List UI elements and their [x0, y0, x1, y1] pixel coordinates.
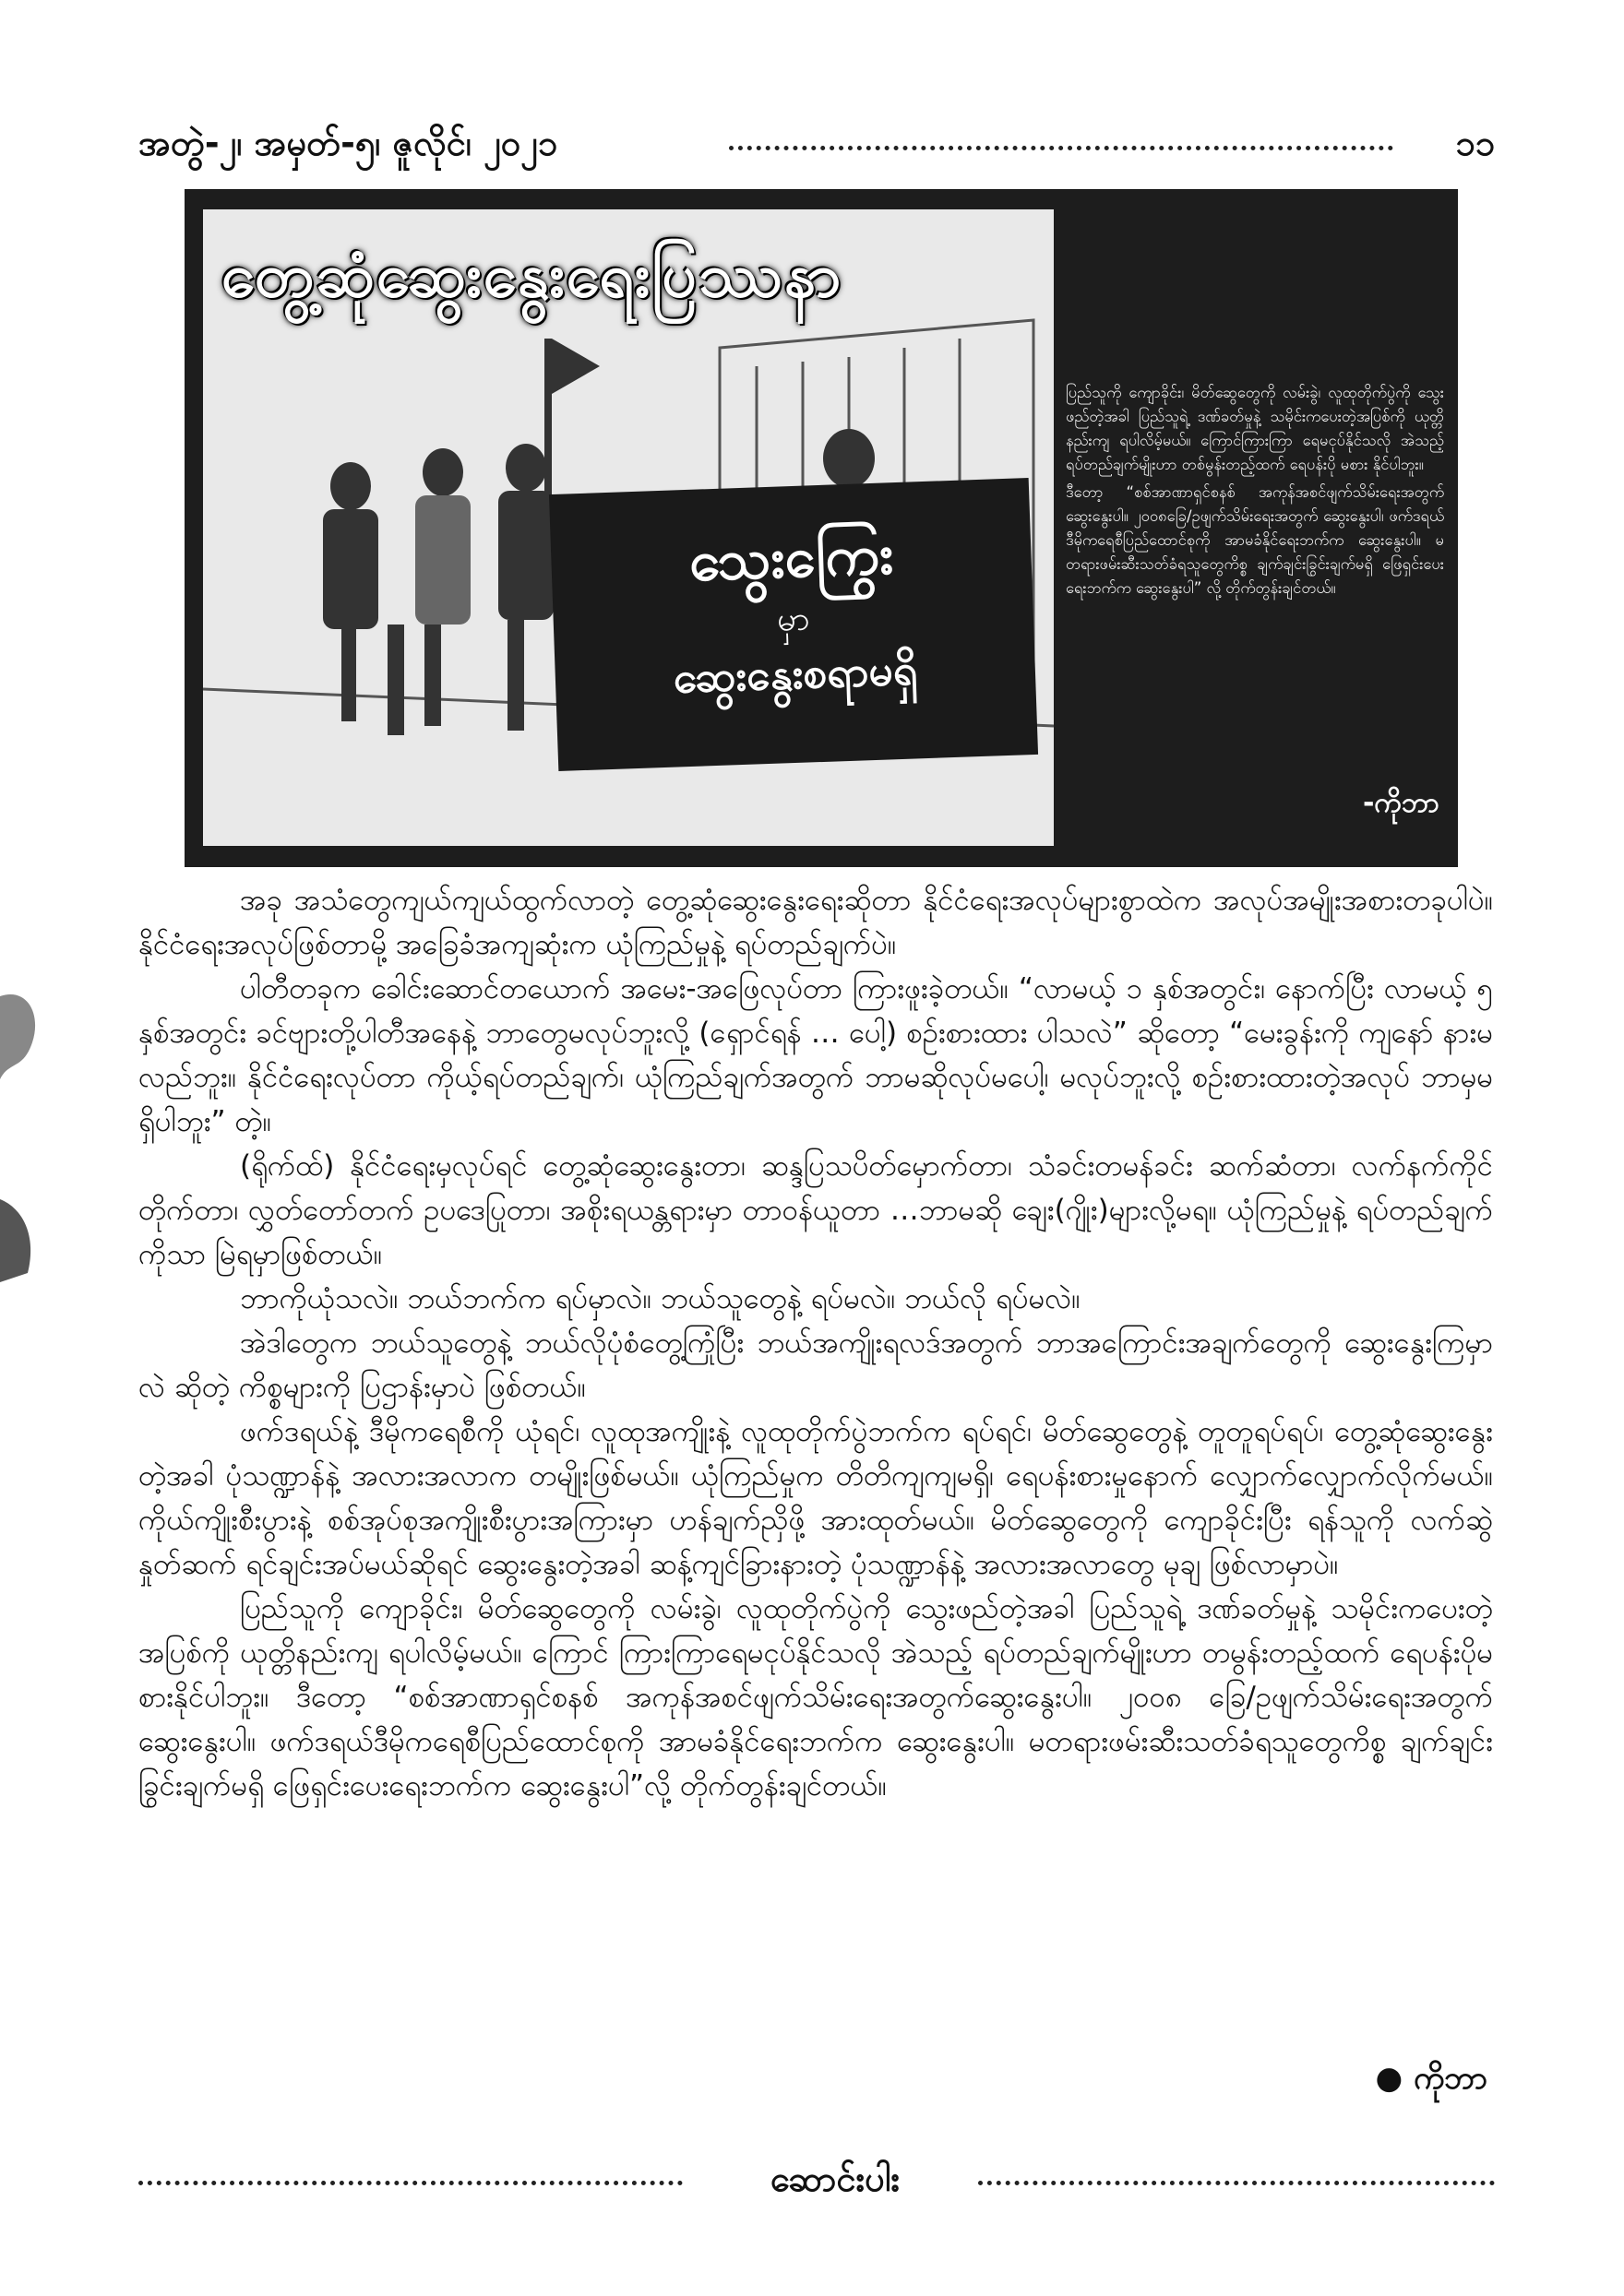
page-footer	[138, 2151, 1495, 2207]
banner-text-line: သွေးကြွေး	[687, 522, 895, 594]
banner-text-line: မှာ	[776, 600, 811, 639]
sidebar-paragraph: ဒီတော့ “စစ်အာဏာရှင်စနစ် အကုန်အစင်ဖျက်သိမ်းရေးအတွက် ဆွေးနွေးပါ။ ၂၀၀၈ခြေ/ဥဖျက်သိမ်းရေးအတွက် ဆွေးနွေးပါ၊ ဖက်ဒရယ်ဒီမိုကရေစီပြည်ထောင်စုကို အာမခံနိုင်ရေးဘက်က ဆွေးနွေးပါ။ မတရားဖမ်းဆီးသတ်ခံရသူတွေကိစ္စ ချက်ချင်းခြွင်းချက်မရှိ ဖြေရှင်းပေးရေးဘက်က ဆွေးနွေးပါ” လို့ တိုက်တွန်းချင်တယ်။	[1066, 483, 1444, 597]
sidebar-author: -ကိုဘာ	[1362, 787, 1439, 819]
photo-headline: တွေ့ဆုံဆွေးနွေးရေးပြဿနာ	[221, 240, 843, 311]
banner-text-line: ဆွေးနွေးစရာမရှိ	[672, 644, 918, 703]
body-paragraph: ပါတီတခုက ခေါင်းဆောင်တယောက် အမေး-အဖြေလုပ်တာ ကြားဖူးခဲ့တယ်။ “လာမယ့် ၁ နှစ်အတွင်း၊ နောက်ပြီး လာမယ့် ၅ နှစ်အတွင်း ခင်ဗျားတို့ပါတီအနေနဲ့ ဘာတွေမလုပ်ဘူးလို့ (ရှောင်ရန် … ပေါ့) စဉ်းစားထား ပါသလဲ” ဆိုတော့ “မေးခွန်းကို ကျနော် နားမလည်ဘူး။ နိုင်ငံရေးလုပ်တာ ကိုယ့်ရပ်တည်ချက်၊ ယုံကြည်ချက်အတွက် ဘာမဆိုလုပ်မပေါ့၊ မလုပ်ဘူးလို့ စဉ်းစားထားတဲ့အလုပ် ဘာမှမရှိပါဘူး” တဲ့။	[138, 972, 1493, 1138]
sidebar-paragraph: ပြည်သူကို ကျောခိုင်း၊ မိတ်ဆွေတွေကို လမ်းခွဲ၊ လူထုတိုက်ပွဲကို သွေးဖည်တဲ့အခါ ပြည်သူရဲ့ ဒဏ်ခတ်မှုနဲ့ သမိုင်းကပေးတဲ့အပြစ်ကို ယုတ္တိနည်းကျ ရပါလိမ့်မယ်။ ကြောင်ကြားကြာ ရေမငုပ်နိုင်သလို အဲသည့် ရပ်တည်ချက်မျိုးဟာ တစ်မွန်းတည့်ထက် ရေပန်းပို မစား နိုင်ပါဘူး။	[1066, 384, 1444, 473]
header-dotted-rule	[729, 146, 1393, 150]
body-paragraph: ဖက်ဒရယ်နဲ့ ဒီမိုကရေစီကို ယုံရင်၊ လူထုအကျိုးနဲ့ လူထုတိုက်ပွဲဘက်က ရပ်ရင်၊ မိတ်ဆွေတွေနဲ့ တူတူရပ်ရပ်၊ တွေ့ဆုံဆွေးနွေးတဲ့အခါ ပုံသဏ္ဍာန်နဲ့ အလားအလာက တမျိုးဖြစ်မယ်။ ယုံကြည်မှုက တိတိကျကျမရှိ၊ ရေပန်းစားမှုနောက် လျှောက်လျှောက်လိုက်မယ်။ ကိုယ်ကျိုးစီးပွားနဲ့ စစ်အုပ်စုအကျိုးစီးပွားအကြားမှာ ဟန်ချက်ညှိဖို့ အားထုတ်မယ်။ မိတ်ဆွေတွေကို ကျောခိုင်းပြီး ရန်သူကို လက်ဆွဲနှုတ်ဆက် ရင်ချင်းအပ်မယ်ဆိုရင် ဆွေးနွေးတဲ့အခါ ဆန့်ကျင်ခြားနားတဲ့ ပုံသဏ္ဍာန်နဲ့ အလားအလာတွေ မုချ ဖြစ်လာမှာပဲ။	[138, 1415, 1493, 1581]
article-banner	[185, 189, 1458, 867]
bleed-through-mark	[0, 978, 46, 1319]
footer-dotted-rule-left	[138, 2181, 683, 2185]
article-body	[138, 878, 1493, 1808]
body-paragraph: ဘာကိုယုံသလဲ။ ဘယ်ဘက်က ရပ်မှာလဲ။ ဘယ်သူတွေနဲ့ ရပ်မလဲ။ ဘယ်လို ရပ်မလဲ။	[240, 1282, 1081, 1315]
issue-info: အတွဲ-၂၊ အမှတ်-၅၊ ဇူလိုင်၊ ၂၀၂၁	[138, 123, 558, 163]
protest-banner-sign	[549, 478, 1038, 771]
article-author: ● ကိုဘာ	[1375, 2060, 1487, 2097]
section-label: ဆောင်းပါး	[770, 2159, 901, 2199]
footer-dotted-rule-right	[978, 2181, 1495, 2185]
protest-photo	[203, 209, 1054, 846]
page-number: ၁၁	[1455, 123, 1495, 163]
page-header	[138, 120, 1495, 166]
body-paragraph: အဲဒါတွေက ဘယ်သူတွေနဲ့ ဘယ်လိုပုံစံတွေ့ကြုံပြီး ဘယ်အကျိုးရလဒ်အတွက် ဘာအကြောင်းအချက်တွေကို ဆွေးနွေးကြမှာလဲ ဆိုတဲ့ ကိစ္စများကို ပြဌာန်းမှာပဲ ဖြစ်တယ်။	[138, 1326, 1493, 1404]
pull-quote-sidebar	[1066, 381, 1444, 604]
body-paragraph: အခု အသံတွေကျယ်ကျယ်ထွက်လာတဲ့ တွေ့ဆုံဆွေးနွေးရေးဆိုတာ နိုင်ငံရေးအလုပ်များစွာထဲက အလုပ်အမျိုးအစားတခုပါပဲ။ နိုင်ငံရေးအလုပ်ဖြစ်တာမို့ အခြေခံအကျဆုံးက ယုံကြည်မှုနဲ့ ရပ်တည်ချက်ပဲ။	[138, 884, 1493, 961]
body-paragraph: ပြည်သူကို ကျောခိုင်း၊ မိတ်ဆွေတွေကို လမ်းခွဲ၊ လူထုတိုက်ပွဲကို သွေးဖည်တဲ့အခါ ပြည်သူရဲ့ ဒဏ်ခတ်မှုနဲ့ သမိုင်းကပေးတဲ့အပြစ်ကို ယုတ္တိနည်းကျ ရပါလိမ့်မယ်။ ကြောင် ကြားကြာရေမငုပ်နိုင်သလို အဲသည့် ရပ်တည်ချက်မျိုးဟာ တမွန်းတည့်ထက် ရေပန်းပိုမစားနိုင်ပါဘူး။ ဒီတော့ “စစ်အာဏာရှင်စနစ် အကုန်အစင်ဖျက်သိမ်းရေးအတွက်ဆွေးနွေးပါ။ ၂၀၀၈ ခြေ/ဥဖျက်သိမ်းရေးအတွက် ဆွေးနွေးပါ။ ဖက်ဒရယ်ဒီမိုကရေစီပြည်ထောင်စုကို အာမခံနိုင်ရေးဘက်က ဆွေးနွေးပါ။ မတရားဖမ်းဆီးသတ်ခံရသူတွေကိစ္စ ချက်ချင်း ခြွင်းချက်မရှိ ဖြေရှင်းပေးရေးဘက်က ဆွေးနွေးပါ”လို့ တိုက်တွန်းချင်တယ်။	[138, 1592, 1493, 1802]
body-paragraph: (ရိုက်ထ်) နိုင်ငံရေးမှလုပ်ရင် တွေ့ဆုံဆွေးနွေးတာ၊ ဆန္ဒပြသပိတ်မှောက်တာ၊ သံခင်းတမန်ခင်း ဆက်ဆံတာ၊ လက်နက်ကိုင် တိုက်တာ၊ လွှတ်တော်တက် ဥပဒေပြုတာ၊ အစိုးရယန္တရားမှာ တာဝန်ယူတာ …ဘာမဆို ချေး(ဂျိုး)များလို့မရ။ ယုံကြည်မှုနဲ့ ရပ်တည်ချက်ကိုသာ မြဲရမှာဖြစ်တယ်။	[138, 1149, 1493, 1271]
